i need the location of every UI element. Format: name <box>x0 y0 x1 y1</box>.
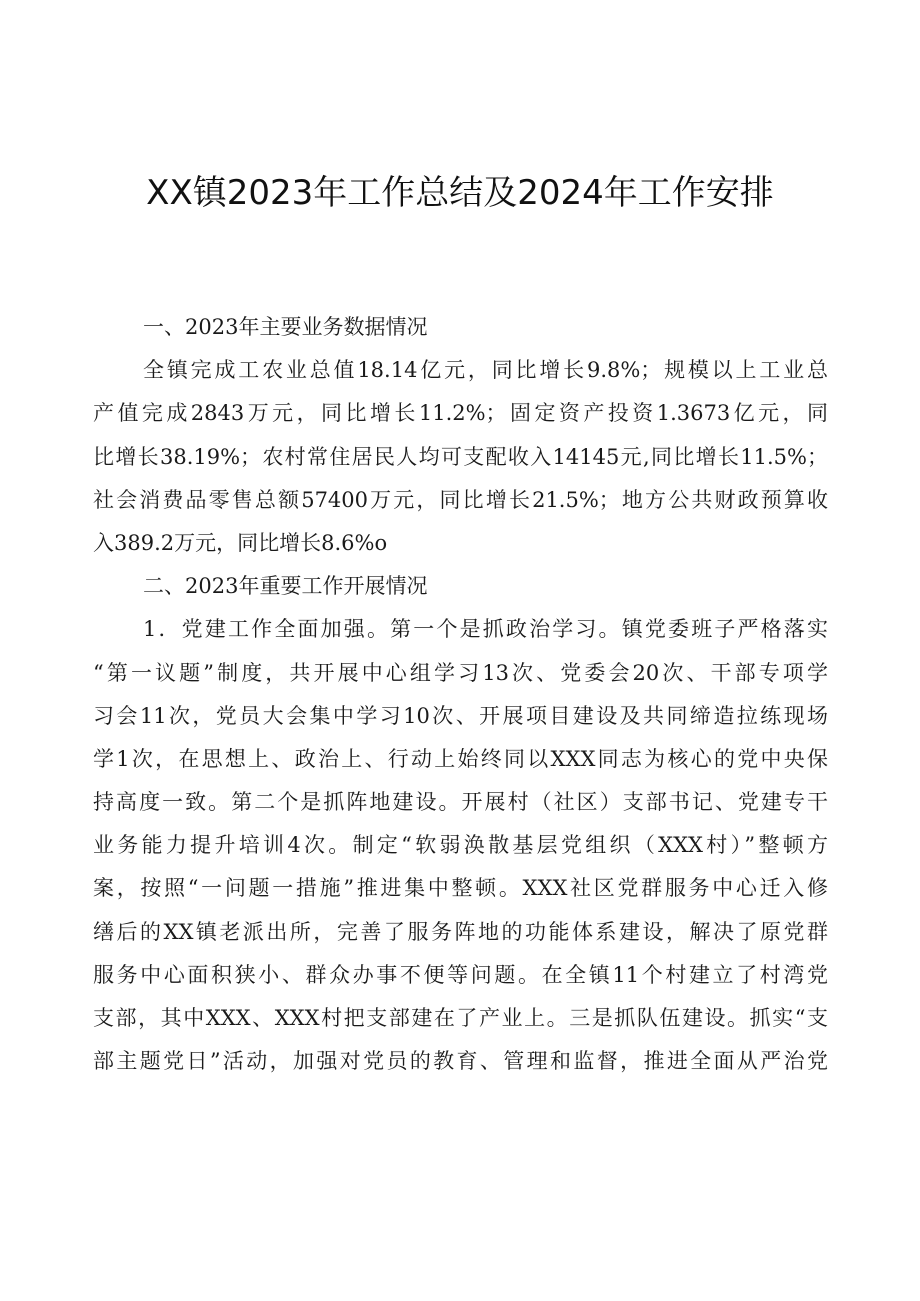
paragraph-line: 全镇完成工农业总值18.14亿元，同比增长9.8%；规模以上工业总 <box>143 358 828 383</box>
paragraph-line: 部主题党日”活动，加强对党员的教育、管理和监督，推进全面从严治党 <box>93 1049 828 1074</box>
paragraph-line: 学1次，在思想上、政治上、行动上始终同以XXX同志为核心的党中央保 <box>93 746 828 771</box>
paragraph-line: 案，按照“一问题一措施”推进集中整顿。XXX社区党群服务中心迁入修 <box>93 876 828 901</box>
paragraph-line: 缮后的XX镇老派出所，完善了服务阵地的功能体系建设，解决了原党群 <box>93 919 828 944</box>
section-heading-2: 二、2023年重要工作开展情况 <box>143 574 428 599</box>
paragraph-line: 社会消费品零售总额57400万元，同比增长21.5%；地方公共财政预算收 <box>93 487 828 512</box>
paragraph-line: 比增长38.19%；农村常住居民人均可支配收入14145元,同比增长11.5%； <box>93 444 828 469</box>
paragraph-line: 服务中心面积狭小、群众办事不便等问题。在全镇11个村建立了村湾党 <box>93 962 828 987</box>
paragraph-line: 习会11次，党员大会集中学习10次、开展项目建设及共同缔造拉练现场 <box>93 703 828 728</box>
paragraph-line: “第一议题”制度，共开展中心组学习13次、党委会20次、干部专项学 <box>93 660 828 685</box>
paragraph-line: 1．党建工作全面加强。第一个是抓政治学习。镇党委班子严格落实 <box>143 617 828 642</box>
document-body <box>93 306 828 1083</box>
paragraph-line: 支部，其中XXX、XXX村把支部建在了产业上。三是抓队伍建设。抓实“支 <box>93 1006 828 1030</box>
document-title: XX镇2023年工作总结及2024年工作安排 <box>146 173 774 213</box>
paragraph-line: 产值完成2843万元，同比增长11.2%；固定资产投资1.3673亿元，同 <box>93 401 828 426</box>
section-heading-1: 一、2023年主要业务数据情况 <box>143 315 428 339</box>
paragraph-line: 持高度一致。第二个是抓阵地建设。开展村（社区）支部书记、党建专干 <box>93 790 828 815</box>
paragraph-line: 入389.2万元，同比增长8.6%o <box>93 530 388 555</box>
paragraph-line: 业务能力提升培训4次。制定“软弱涣散基层党组织（XXX村）”整顿方 <box>93 833 828 858</box>
